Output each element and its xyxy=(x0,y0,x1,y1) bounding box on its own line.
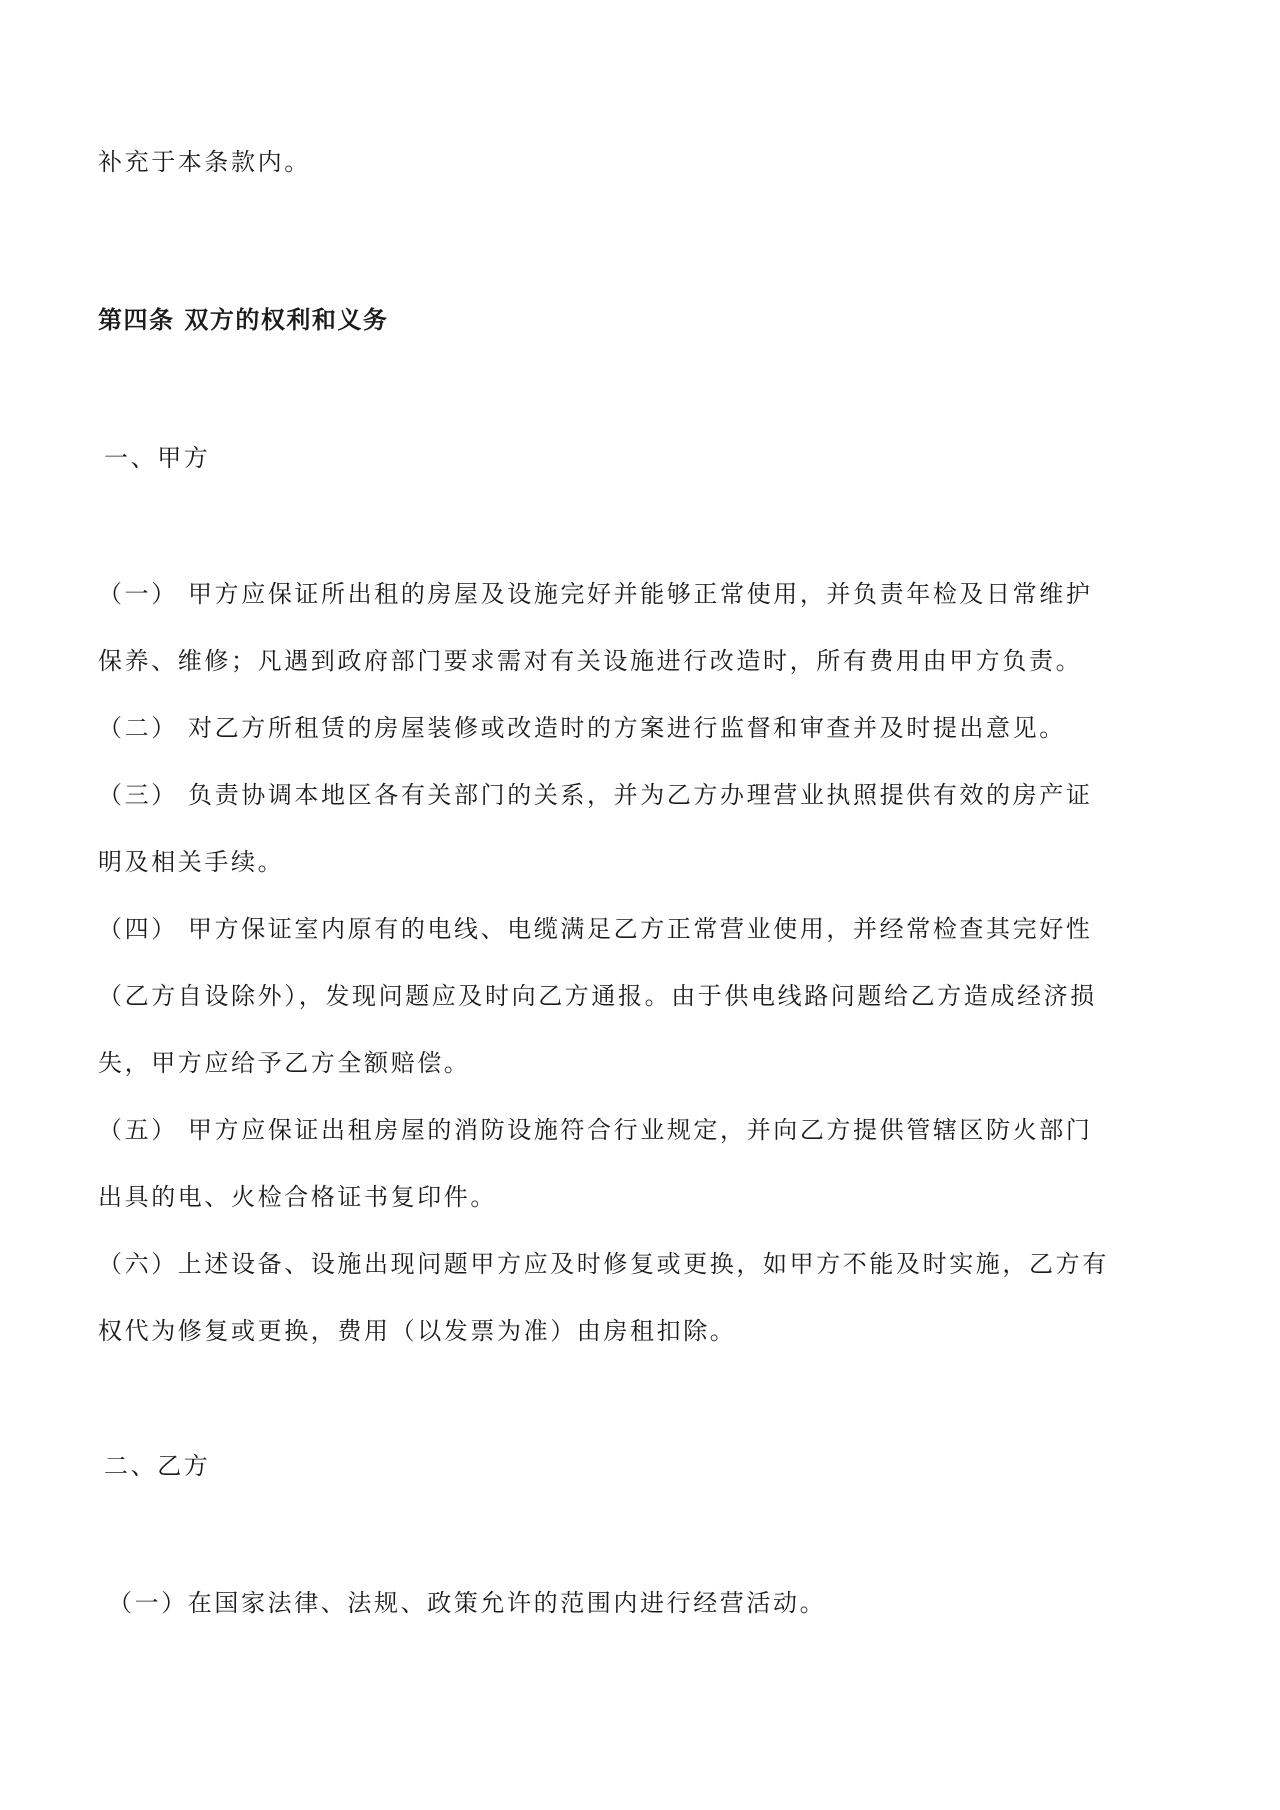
party-a-heading: 一、甲方 xyxy=(104,444,211,472)
party-a-clause-4-line-3: 失，甲方应给予乙方全额赔偿。 xyxy=(98,1049,471,1077)
party-a-clause-3-line-1: （三） 负责协调本地区各有关部门的关系，并为乙方办理营业执照提供有效的房产证 xyxy=(98,781,1093,809)
party-a-clause-4-line-1: （四） 甲方保证室内原有的电线、电缆满足乙方正常营业使用，并经常检查其完好性 xyxy=(98,915,1093,943)
party-b-clause-1-line-1: （一）在国家法律、法规、政策允许的范围内进行经营活动。 xyxy=(108,1589,827,1617)
party-a-clause-4-line-2: （乙方自设除外），发现问题应及时向乙方通报。由于供电线路问题给乙方造成经济损 xyxy=(98,982,1097,1010)
party-a-clause-5-line-1: （五） 甲方应保证出租房屋的消防设施符合行业规定，并向乙方提供管辖区防火部门 xyxy=(98,1116,1093,1144)
party-a-clause-1-line-1: （一） 甲方应保证所出租的房屋及设施完好并能够正常使用，并负责年检及日常维护 xyxy=(98,580,1093,608)
party-b-heading: 二、乙方 xyxy=(104,1452,211,1480)
party-a-clause-3-line-2: 明及相关手续。 xyxy=(98,848,285,876)
continuation-text: 补充于本条款内。 xyxy=(98,148,311,176)
party-a-clause-5-line-2: 出具的电、火检合格证书复印件。 xyxy=(98,1183,497,1211)
party-a-clause-6-line-2: 权代为修复或更换，费用（以发票为准）由房租扣除。 xyxy=(98,1317,737,1345)
party-a-clause-6-line-1: （六）上述设备、设施出现问题甲方应及时修复或更换，如甲方不能及时实施，乙方有 xyxy=(98,1250,1109,1278)
article-heading: 第四条 双方的权利和义务 xyxy=(98,305,389,334)
party-a-clause-2-line-1: （二） 对乙方所租赁的房屋装修或改造时的方案进行监督和审查并及时提出意见。 xyxy=(98,714,1066,742)
party-a-clause-1-line-2: 保养、维修；凡遇到政府部门要求需对有关设施进行改造时，所有费用由甲方负责。 xyxy=(98,647,1083,675)
